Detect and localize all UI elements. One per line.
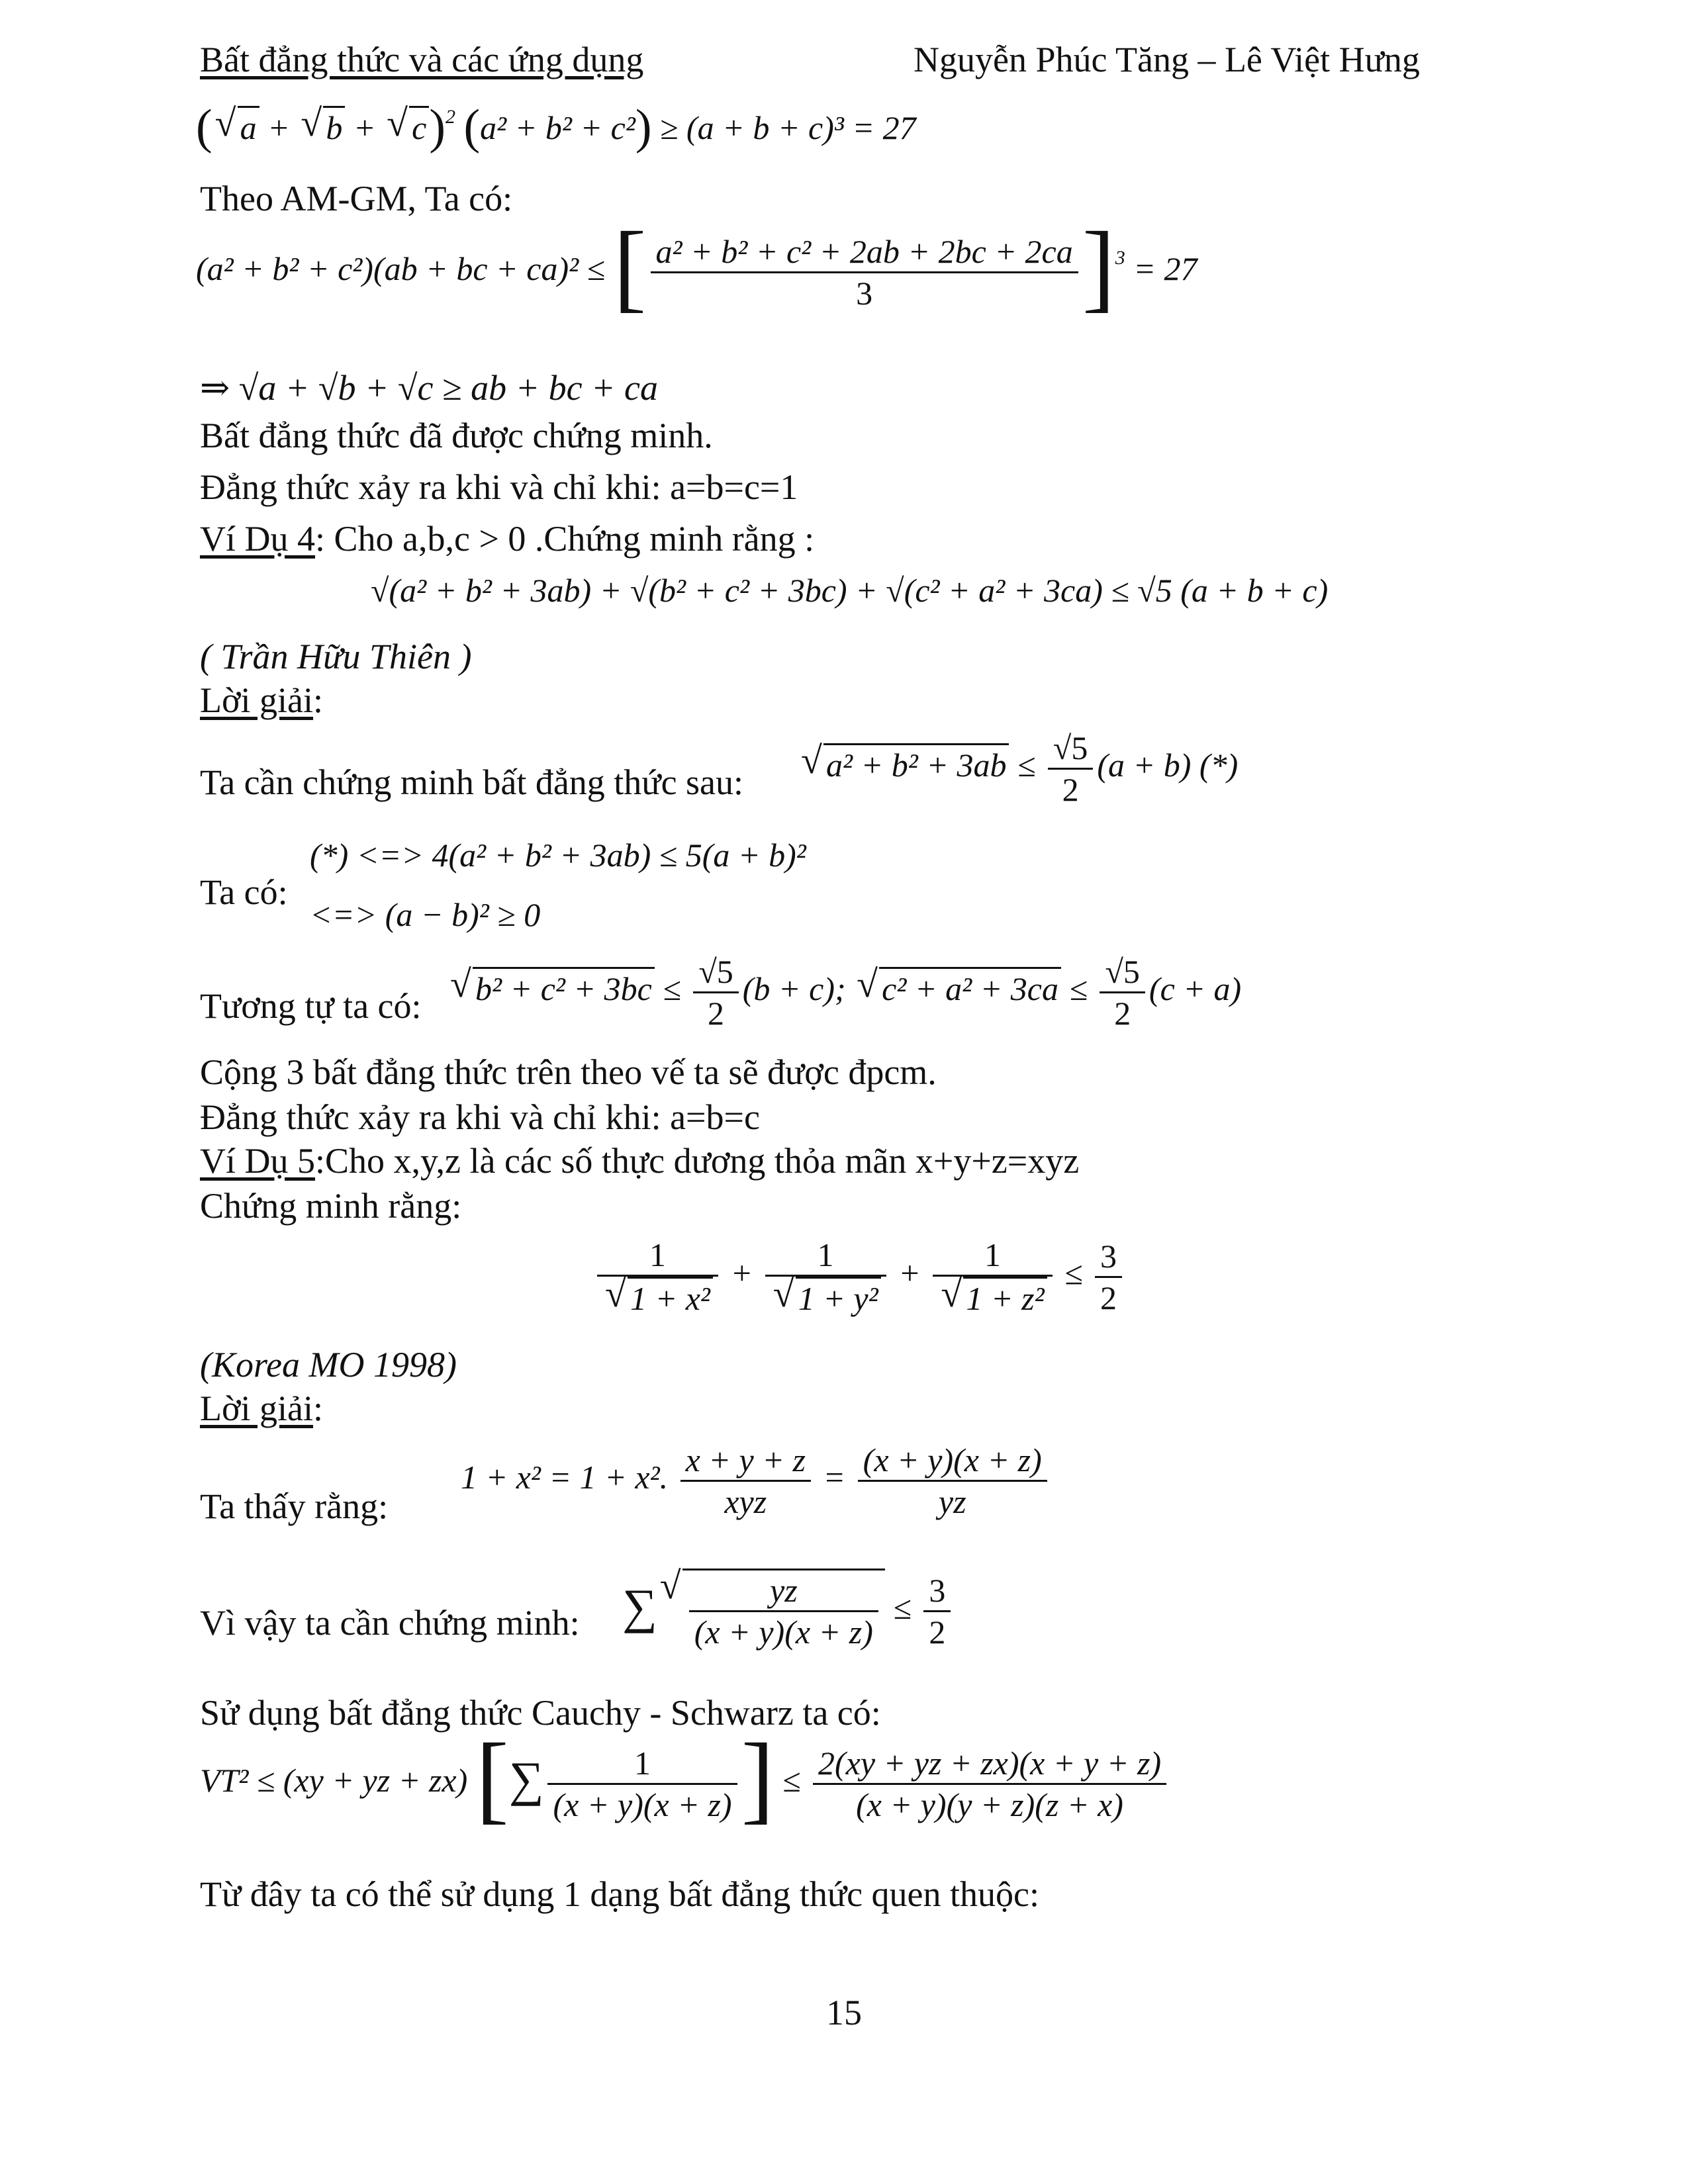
example4-solution-label: Lời giải: — [200, 680, 324, 720]
example4-statement: : Cho a,b,c > 0 .Chứng minh rằng : — [315, 519, 815, 559]
eq1-rhs: ≥ (a + b + c)³ = 27 — [659, 109, 916, 146]
equation-3: ⇒ √a + √b + √c ≥ ab + bc + ca — [200, 368, 658, 408]
example5-see-text: Ta thấy rằng: — [200, 1486, 389, 1526]
example5-need-eq: ∑ √ $\frac{yz}{(x + y)(x + z)}$ ≤ $\frac{3}{2}$ — [622, 1569, 955, 1652]
eq2-num: a² + b² + c² + 2ab + 2bc + 2ca — [651, 232, 1078, 273]
example4-similar-eq: √ b² + c² + 3bc ≤ $\frac{√5}{2}$ (b + c); √ c² + a² + 3ca ≤ $\frac{√5}{2}$ (c + a) — [447, 952, 1241, 1033]
text-proved: Bất đẳng thức đã được chứng minh. — [200, 416, 713, 455]
example4-heading — [200, 518, 814, 560]
example5-statement: :Cho x,y,z là các số thực dương thỏa mãn x+y+z=xyz — [315, 1141, 1080, 1181]
eq2-rhs: = 27 — [1133, 250, 1197, 287]
example5-cs-text: Sử dụng bất đẳng thức Cauchy - Schwarz ta có: — [200, 1693, 881, 1733]
example4-need-eq: √ a² + b² + 3ab ≤ $\frac{√5}{2}$ (a + b) (*) — [798, 728, 1238, 809]
example4-sum-text: Cộng 3 bất đẳng thức trên theo vế ta sẽ được đpcm. — [200, 1052, 937, 1092]
eq2-den: 3 — [856, 275, 873, 312]
example5-need-text: Vì vậy ta cần chứng minh: — [200, 1603, 580, 1643]
text-amgm: Theo AM-GM, Ta có: — [200, 179, 513, 218]
example4-step2: <=> (a − b)² ≥ 0 — [310, 896, 541, 933]
eq2-lhs: (a² + b² + c²)(ab + bc + ca)² ≤ — [196, 250, 606, 287]
eq1-mid: a² + b² + c² — [480, 109, 635, 146]
equation-1: (√ a + √ b + √ c)$^2$ (a² + b² + c²) ≥ (a + b + c)³ = 27 — [196, 106, 916, 148]
example5-label: Ví Dụ 5 — [200, 1141, 315, 1181]
example4-taco: Ta có: — [200, 872, 288, 912]
example4-need-text: Ta cần chứng minh bất đẳng thức sau: — [200, 762, 744, 802]
example5-source: (Korea MO 1998) — [200, 1345, 457, 1385]
example5-see-eq: 1 + x² = 1 + x². $\frac{x + y + z}{\text{xyz}}$ = $\frac{(x + y)(x + z)}{yz}$ — [461, 1440, 1051, 1522]
example4-inequality: √(a² + b² + 3ab) + √(b² + c² + 3bc) + √(c² + a² + 3ca) ≤ √5 (a + b + c) — [371, 572, 1329, 609]
example4-similar-text: Tương tự ta có: — [200, 986, 422, 1026]
example4-step1: (*) <=> 4(a² + b² + 3ab) ≤ 5(a + b)² — [310, 837, 806, 874]
page-number: 15 — [826, 1993, 862, 2032]
example5-prove: Chứng minh rằng: — [200, 1186, 462, 1226]
example4-author: ( Trần Hữu Thiên ) — [200, 637, 472, 676]
example5-heading — [200, 1140, 1079, 1182]
text-equality-1: Đẳng thức xảy ra khi và chỉ khi: a=b=c=1 — [200, 467, 798, 507]
example4-equality: Đẳng thức xảy ra khi và chỉ khi: a=b=c — [200, 1097, 760, 1137]
header-title: Bất đẳng thức và các ứng dụng — [200, 40, 644, 79]
equation-2: (a² + b² + c²)(ab + bc + ca)² ≤ [ $\frac{\text{a² + b² + c² + 2ab + 2bc + 2ca}}{3}$ ]$^3$ = 27 — [196, 211, 1197, 322]
example5-cs-eq: VT² ≤ (xy + yz + zx) [∑ $\frac{1}{(x + y)(x + z)}$ ] ≤ $\frac{2(xy + yz + zx)(x + y + z)}{(x + y)(y + z)(z + x)}$ — [200, 1743, 1170, 1825]
example5-final-text: Từ đây ta có thể sử dụng 1 dạng bất đẳng thức quen thuộc: — [200, 1874, 1039, 1914]
example5-solution-label: Lời giải: — [200, 1388, 324, 1428]
header-authors: Nguyễn Phúc Tăng – Lê Việt Hưng — [914, 40, 1420, 79]
example5-inequality: 1 √ 1 + x² + 1 √ 1 + y² + 1 √ 1 + z² ≤ $\frac{3}{2}$ — [593, 1235, 1126, 1318]
example4-label: Ví Dụ 4 — [200, 519, 315, 559]
